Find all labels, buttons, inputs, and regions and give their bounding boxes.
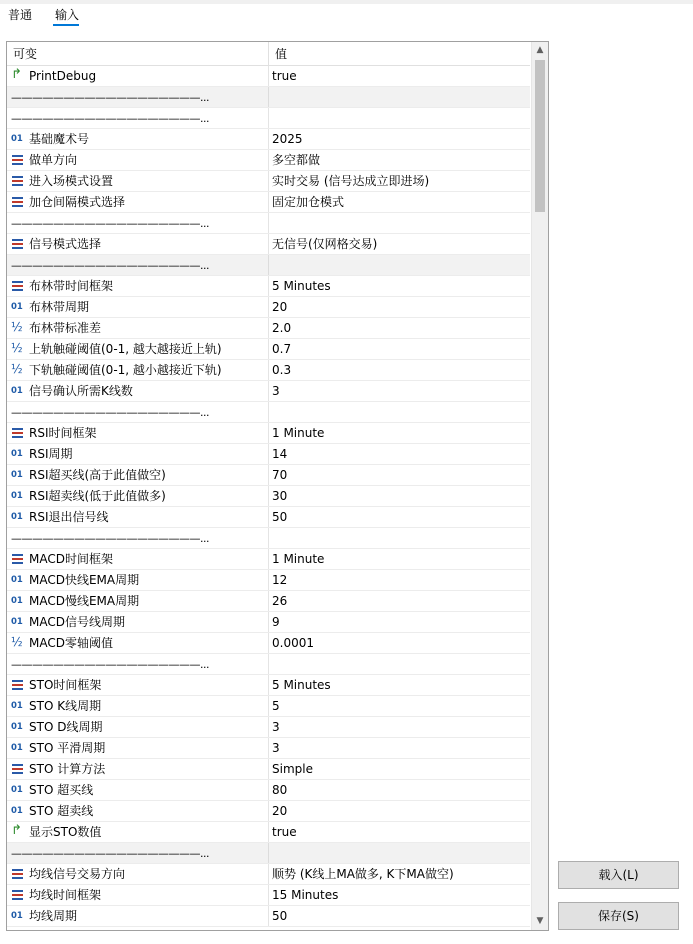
- parameter-name: 下轨触碰阈值(0-1, 越小越接近下轨): [29, 363, 222, 377]
- parameter-name: MACD时间框架: [29, 552, 113, 566]
- parameter-name-cell: [11, 360, 266, 380]
- vertical-scrollbar[interactable]: [531, 42, 548, 930]
- parameter-name: 加仓间隔模式选择: [29, 195, 126, 209]
- parameter-name-cell: [11, 612, 266, 632]
- parameter-row[interactable]: [7, 150, 530, 171]
- cell-divider: [268, 360, 269, 380]
- inputs-grid: [6, 41, 549, 931]
- cell-divider: [268, 87, 269, 107]
- parameter-row[interactable]: [7, 612, 530, 633]
- cell-divider: [268, 528, 269, 548]
- parameter-name-cell: [11, 507, 266, 527]
- parameter-value[interactable]: 70: [272, 468, 288, 482]
- cell-divider: [268, 129, 269, 149]
- parameter-value[interactable]: 3: [272, 741, 280, 755]
- cell-divider: [268, 633, 269, 653]
- parameter-name-cell: [11, 192, 266, 212]
- cell-divider: [268, 465, 269, 485]
- parameter-name-cell: [11, 108, 266, 128]
- parameter-value[interactable]: 2025: [272, 132, 303, 146]
- active-tab-indicator: [53, 24, 79, 26]
- cell-divider: [268, 255, 269, 275]
- parameter-value[interactable]: 0.7: [272, 342, 292, 356]
- parameter-row[interactable]: [7, 633, 530, 654]
- parameter-value[interactable]: 26: [272, 594, 288, 608]
- integer-icon: [11, 801, 25, 821]
- double-icon: [11, 318, 25, 338]
- cell-divider: [268, 654, 269, 674]
- parameter-name: 布林带周期: [29, 300, 90, 314]
- cell-divider: [268, 696, 269, 716]
- parameter-name: MACD信号线周期: [29, 615, 125, 629]
- separator-row[interactable]: [7, 843, 530, 864]
- parameter-name: MACD快线EMA周期: [29, 573, 140, 587]
- parameter-value[interactable]: [272, 402, 527, 422]
- parameter-value[interactable]: 5 Minutes: [272, 678, 331, 692]
- parameter-name: MACD零轴阈值: [29, 636, 113, 650]
- parameter-value[interactable]: 20: [272, 804, 288, 818]
- parameter-name-cell: [11, 66, 266, 86]
- boolean-icon: [11, 822, 25, 842]
- parameter-name: RSI超卖线(低于此值做多): [29, 489, 166, 503]
- parameter-row[interactable]: [7, 822, 530, 843]
- double-icon: [11, 633, 25, 653]
- parameter-name: MACD慢线EMA周期: [29, 594, 140, 608]
- parameter-row[interactable]: [7, 444, 530, 465]
- parameter-name-cell: [11, 654, 266, 674]
- integer-icon: [11, 717, 25, 737]
- save-button[interactable]: 保存(S): [558, 902, 679, 930]
- parameter-name-cell: [11, 486, 266, 506]
- cell-divider: [268, 549, 269, 569]
- parameter-name-cell: [11, 696, 266, 716]
- parameter-name: STO时间框架: [29, 678, 102, 692]
- parameter-name-cell: [11, 318, 266, 338]
- separator-row[interactable]: [7, 654, 530, 675]
- cell-divider: [268, 297, 269, 317]
- parameter-name: RSI退出信号线: [29, 510, 109, 524]
- parameter-name: STO 计算方法: [29, 762, 106, 776]
- enum-icon: [11, 423, 25, 443]
- separator-label: ——————————————————...: [11, 217, 209, 230]
- scrollbar-thumb[interactable]: [535, 60, 545, 212]
- integer-icon: [11, 696, 25, 716]
- parameter-value[interactable]: 50: [272, 909, 288, 923]
- parameter-value[interactable]: 30: [272, 489, 288, 503]
- integer-icon: [11, 444, 25, 464]
- cell-divider: [268, 444, 269, 464]
- cell-divider: [268, 402, 269, 422]
- parameter-name-cell: [11, 591, 266, 611]
- separator-label: ——————————————————...: [11, 406, 209, 419]
- separator-row[interactable]: [7, 402, 530, 423]
- parameter-row[interactable]: [7, 129, 530, 150]
- parameter-row[interactable]: [7, 486, 530, 507]
- parameter-value[interactable]: 50: [272, 510, 288, 524]
- boolean-icon: [11, 66, 25, 86]
- parameter-name: 均线周期: [29, 909, 78, 923]
- integer-icon: [11, 129, 25, 149]
- parameter-row[interactable]: [7, 549, 530, 570]
- cell-divider: [268, 486, 269, 506]
- parameter-row[interactable]: [7, 171, 530, 192]
- cell-divider: [268, 276, 269, 296]
- parameter-row[interactable]: [7, 318, 530, 339]
- separator-label: ——————————————————...: [11, 658, 209, 671]
- parameter-value[interactable]: [272, 108, 527, 128]
- parameter-row[interactable]: [7, 465, 530, 486]
- integer-icon: [11, 612, 25, 632]
- parameter-name: RSI周期: [29, 447, 73, 461]
- separator-row[interactable]: [7, 255, 530, 276]
- parameter-name: STO 平滑周期: [29, 741, 106, 755]
- parameter-row[interactable]: [7, 864, 530, 885]
- cell-divider: [268, 591, 269, 611]
- integer-icon: [11, 381, 25, 401]
- integer-icon: [11, 780, 25, 800]
- double-icon: [11, 360, 25, 380]
- parameter-name-cell: [11, 801, 266, 821]
- parameter-row[interactable]: [7, 234, 530, 255]
- parameter-value[interactable]: [272, 654, 527, 674]
- parameter-value[interactable]: 1 Minute: [272, 426, 325, 440]
- parameter-name-cell: [11, 87, 266, 107]
- parameter-value[interactable]: true: [272, 69, 297, 83]
- parameter-name: 基础魔术号: [29, 132, 90, 146]
- parameter-name: 均线时间框架: [29, 888, 102, 902]
- cell-divider: [268, 906, 269, 926]
- parameter-row[interactable]: [7, 675, 530, 696]
- cell-divider: [268, 885, 269, 905]
- grid-header: [7, 42, 530, 66]
- parameter-row[interactable]: [7, 276, 530, 297]
- parameter-name-cell: [11, 234, 266, 254]
- parameter-name: 进入场模式设置: [29, 174, 114, 188]
- parameter-value[interactable]: 15 Minutes: [272, 888, 339, 902]
- tab-inputs[interactable]: 输入: [55, 8, 80, 22]
- parameter-name-cell: [11, 444, 266, 464]
- parameter-name-cell: [11, 885, 266, 905]
- enum-icon: [11, 675, 25, 695]
- parameter-row[interactable]: [7, 885, 530, 906]
- parameter-value[interactable]: true: [272, 825, 297, 839]
- integer-icon: [11, 738, 25, 758]
- cell-divider: [268, 675, 269, 695]
- cell-divider: [268, 171, 269, 191]
- parameter-name-cell: [11, 150, 266, 170]
- enum-icon: [11, 234, 25, 254]
- parameter-value[interactable]: 0.0001: [272, 636, 314, 650]
- parameter-row[interactable]: [7, 423, 530, 444]
- parameter-value[interactable]: 实时交易 (信号达成立即进场): [272, 174, 430, 188]
- cell-divider: [268, 717, 269, 737]
- parameter-name-cell: [11, 339, 266, 359]
- parameter-value[interactable]: 顺势 (K线上MA做多, K下MA做空): [272, 867, 454, 881]
- scroll-down-arrow-icon[interactable]: ▼: [536, 916, 544, 926]
- parameter-value[interactable]: Simple: [272, 762, 313, 776]
- parameter-name: 信号模式选择: [29, 237, 102, 251]
- parameter-value[interactable]: 14: [272, 447, 288, 461]
- parameter-row[interactable]: [7, 906, 530, 927]
- parameter-name-cell: [11, 549, 266, 569]
- separator-label: ——————————————————...: [11, 112, 209, 125]
- parameter-name: 做单方向: [29, 153, 78, 167]
- column-divider[interactable]: [268, 42, 269, 65]
- integer-icon: [11, 486, 25, 506]
- parameter-name: STO 超卖线: [29, 804, 94, 818]
- separator-label: ——————————————————...: [11, 91, 209, 104]
- parameter-value[interactable]: [272, 87, 527, 107]
- parameter-name: STO K线周期: [29, 699, 102, 713]
- enum-icon: [11, 276, 25, 296]
- enum-icon: [11, 864, 25, 884]
- parameter-name: RSI超买线(高于此值做空): [29, 468, 166, 482]
- cell-divider: [268, 801, 269, 821]
- parameter-name: 信号确认所需K线数: [29, 384, 133, 398]
- parameter-name-cell: [11, 738, 266, 758]
- parameter-value[interactable]: 5: [272, 699, 280, 713]
- parameter-name: 显示STO数值: [29, 825, 102, 839]
- column-header-value[interactable]: 值: [275, 47, 288, 61]
- parameter-value[interactable]: 3: [272, 384, 280, 398]
- cell-divider: [268, 192, 269, 212]
- double-icon: [11, 339, 25, 359]
- parameter-row[interactable]: [7, 339, 530, 360]
- parameter-name-cell: [11, 570, 266, 590]
- parameter-name: 均线信号交易方向: [29, 867, 126, 881]
- parameter-name-cell: [11, 822, 266, 842]
- cell-divider: [268, 738, 269, 758]
- cell-divider: [268, 843, 269, 863]
- enum-icon: [11, 150, 25, 170]
- parameter-row[interactable]: [7, 507, 530, 528]
- cell-divider: [268, 339, 269, 359]
- parameter-name-cell: [11, 465, 266, 485]
- parameter-name-cell: [11, 780, 266, 800]
- parameter-name-cell: [11, 171, 266, 191]
- parameter-name: STO D线周期: [29, 720, 103, 734]
- cell-divider: [268, 318, 269, 338]
- parameter-row[interactable]: [7, 297, 530, 318]
- parameter-row[interactable]: [7, 759, 530, 780]
- parameter-name-cell: [11, 633, 266, 653]
- parameter-name-cell: [11, 129, 266, 149]
- cell-divider: [268, 213, 269, 233]
- cell-divider: [268, 507, 269, 527]
- parameter-value[interactable]: 0.3: [272, 363, 292, 377]
- separator-row[interactable]: [7, 87, 530, 108]
- parameter-name-cell: [11, 297, 266, 317]
- parameter-row[interactable]: [7, 738, 530, 759]
- parameter-value[interactable]: [272, 528, 527, 548]
- parameter-row[interactable]: [7, 717, 530, 738]
- integer-icon: [11, 906, 25, 926]
- parameter-name-cell: [11, 717, 266, 737]
- parameter-name: PrintDebug: [29, 69, 97, 83]
- parameter-value[interactable]: [272, 213, 527, 233]
- parameter-row[interactable]: [7, 66, 530, 87]
- parameter-value[interactable]: [272, 843, 527, 863]
- parameter-row[interactable]: [7, 381, 530, 402]
- parameter-name-cell: [11, 402, 266, 422]
- parameter-value[interactable]: 多空都做: [272, 153, 321, 167]
- parameter-name: RSI时间框架: [29, 426, 97, 440]
- parameter-name: 布林带时间框架: [29, 279, 114, 293]
- separator-row[interactable]: [7, 108, 530, 129]
- cell-divider: [268, 381, 269, 401]
- parameter-row[interactable]: [7, 591, 530, 612]
- enum-icon: [11, 759, 25, 779]
- parameter-name-cell: [11, 759, 266, 779]
- parameter-name-cell: [11, 675, 266, 695]
- parameter-name-cell: [11, 864, 266, 884]
- integer-icon: [11, 465, 25, 485]
- cell-divider: [268, 864, 269, 884]
- parameter-name-cell: [11, 423, 266, 443]
- cell-divider: [268, 66, 269, 86]
- parameter-name-cell: [11, 213, 266, 233]
- column-header-variable[interactable]: 可变: [13, 47, 38, 61]
- parameter-row[interactable]: [7, 696, 530, 717]
- separator-label: ——————————————————...: [11, 259, 209, 272]
- cell-divider: [268, 612, 269, 632]
- cell-divider: [268, 108, 269, 128]
- parameter-value[interactable]: 80: [272, 783, 288, 797]
- separator-row[interactable]: [7, 213, 530, 234]
- parameter-row[interactable]: [7, 570, 530, 591]
- tab-common[interactable]: 普通: [8, 8, 33, 22]
- cell-divider: [268, 759, 269, 779]
- integer-icon: [11, 591, 25, 611]
- parameter-value[interactable]: 5 Minutes: [272, 279, 331, 293]
- parameter-row[interactable]: [7, 780, 530, 801]
- parameter-name-cell: [11, 906, 266, 926]
- parameter-value[interactable]: 3: [272, 720, 280, 734]
- load-button[interactable]: 载入(L): [558, 861, 679, 889]
- cell-divider: [268, 780, 269, 800]
- cell-divider: [268, 570, 269, 590]
- parameter-value[interactable]: 2.0: [272, 321, 292, 335]
- enum-icon: [11, 171, 25, 191]
- integer-icon: [11, 507, 25, 527]
- separator-row[interactable]: [7, 528, 530, 549]
- parameter-value[interactable]: [272, 255, 527, 275]
- top-strip: [0, 0, 693, 4]
- parameter-value[interactable]: 1 Minute: [272, 552, 325, 566]
- enum-icon: [11, 549, 25, 569]
- enum-icon: [11, 885, 25, 905]
- grid-rows: [7, 66, 530, 927]
- parameter-value[interactable]: 9: [272, 615, 280, 629]
- parameter-name: 上轨触碰阈值(0-1, 越大越接近上轨): [29, 342, 222, 356]
- parameter-name-cell: [11, 255, 266, 275]
- parameter-name-cell: [11, 528, 266, 548]
- cell-divider: [268, 150, 269, 170]
- separator-label: ——————————————————...: [11, 847, 209, 860]
- parameter-row[interactable]: [7, 801, 530, 822]
- parameter-value[interactable]: 12: [272, 573, 288, 587]
- integer-icon: [11, 570, 25, 590]
- parameter-name-cell: [11, 276, 266, 296]
- cell-divider: [268, 822, 269, 842]
- cell-divider: [268, 423, 269, 443]
- cell-divider: [268, 234, 269, 254]
- parameter-name-cell: [11, 843, 266, 863]
- scroll-up-arrow-icon[interactable]: ▲: [536, 45, 544, 55]
- parameter-name-cell: [11, 381, 266, 401]
- parameter-value[interactable]: 无信号(仅网格交易): [272, 237, 378, 251]
- parameter-row[interactable]: [7, 192, 530, 213]
- parameter-name: 布林带标准差: [29, 321, 102, 335]
- separator-label: ——————————————————...: [11, 532, 209, 545]
- parameter-value[interactable]: 固定加仓模式: [272, 195, 345, 209]
- parameter-name: STO 超买线: [29, 783, 94, 797]
- integer-icon: [11, 297, 25, 317]
- enum-icon: [11, 192, 25, 212]
- parameter-row[interactable]: [7, 360, 530, 381]
- parameter-value[interactable]: 20: [272, 300, 288, 314]
